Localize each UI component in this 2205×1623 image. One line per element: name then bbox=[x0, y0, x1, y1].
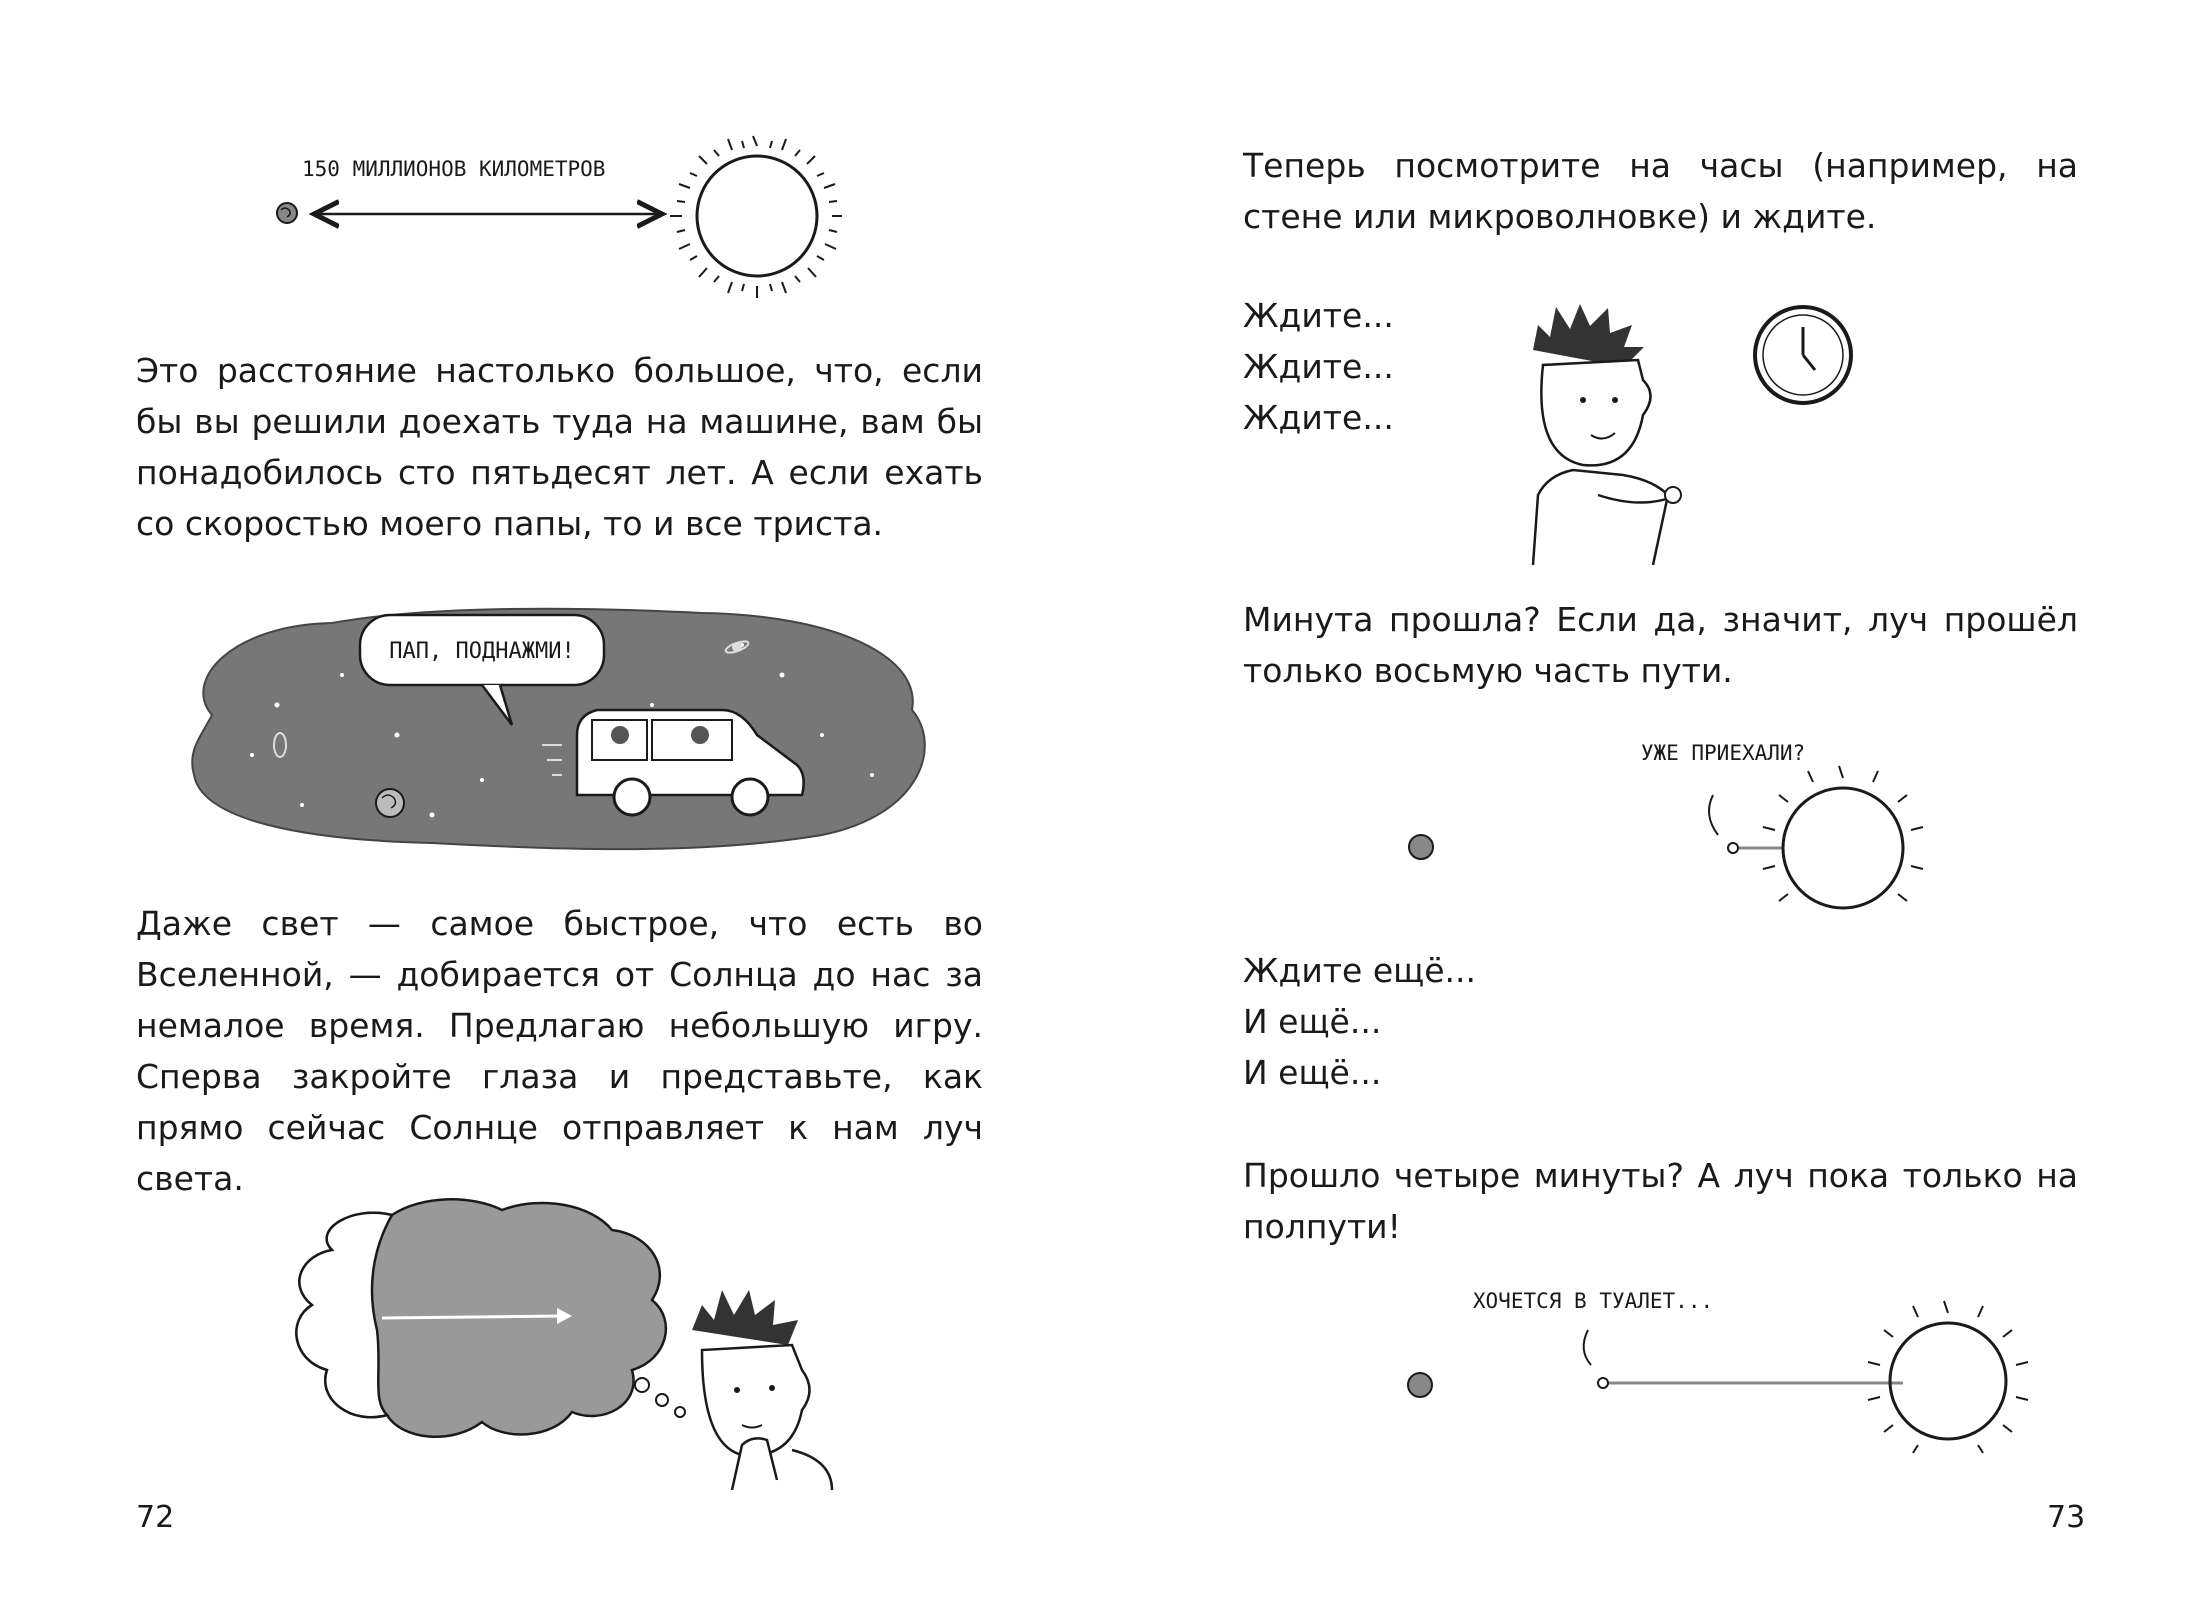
page-number-right: 73 bbox=[2047, 1500, 2086, 1535]
ray-caption-2: ХОЧЕТСЯ В ТУАЛЕТ... bbox=[1472, 1289, 1714, 1313]
sun-icon bbox=[1763, 766, 1923, 910]
boy-waiting-illustration bbox=[1503, 295, 1863, 565]
earth-icon bbox=[277, 203, 297, 223]
ray-caption-1: УЖЕ ПРИЕХАЛИ? bbox=[1640, 741, 1806, 765]
paragraph-minute-passed: Минута прошла? Если да, значит, луч прошёл только восьмую часть пути. bbox=[1243, 600, 2078, 690]
earth-icon bbox=[1408, 1373, 1432, 1397]
speech-bubble-text: ПАП, ПОДНАЖМИ! bbox=[389, 639, 575, 664]
ray-one-eighth-illustration bbox=[1393, 720, 2073, 910]
sun-icon bbox=[670, 136, 842, 298]
clock-icon bbox=[1755, 307, 1851, 403]
car-in-space-illustration bbox=[182, 585, 942, 875]
wait-lines bbox=[1243, 290, 1543, 443]
wait-more-line: И ещё... bbox=[1243, 1053, 1382, 1092]
earth-icon bbox=[376, 789, 404, 817]
wait-line: Ждите... bbox=[1243, 296, 1394, 335]
wait-line: Ждите... bbox=[1243, 347, 1394, 386]
ray-halfway-illustration bbox=[1383, 1265, 2073, 1465]
paragraph-four-minutes: Прошло четыре минуты? А луч пока только на полпути! bbox=[1243, 1156, 2078, 1246]
wait-more-lines bbox=[1243, 945, 1643, 1098]
distance-label: 150 МИЛЛИОНОВ КИЛОМЕТРОВ bbox=[302, 157, 606, 181]
wait-more-line: Ждите ещё... bbox=[1243, 951, 1476, 990]
boy-icon bbox=[692, 1290, 832, 1490]
boy-icon bbox=[1533, 304, 1681, 565]
page-number-left: 72 bbox=[136, 1500, 175, 1535]
wait-line: Ждите... bbox=[1243, 398, 1394, 437]
right-page bbox=[1103, 0, 2205, 1623]
earth-sun-distance-illustration bbox=[262, 128, 842, 308]
earth-icon bbox=[1409, 835, 1433, 859]
paragraph-light: Даже свет — самое быстрое, что есть во Вселенной, — добирается от Солнца до нас за немалое время. Предлагаю небольшую игру. Сперва закройте глаза и представьте, как прямо сейчас Солнце отправляет к нам луч света. bbox=[136, 904, 983, 1198]
boy-thinking-illustration bbox=[272, 1190, 852, 1490]
wait-more-line: И ещё... bbox=[1243, 1002, 1382, 1041]
left-page bbox=[0, 0, 1102, 1623]
sun-icon bbox=[1868, 1301, 2028, 1453]
paragraph-watch-clock: Теперь посмотрите на часы (например, на стене или микроволновке) и ждите. bbox=[1243, 146, 2078, 236]
paragraph-distance: Это расстояние настолько большое, что, если бы вы решили доехать туда на машине, вам бы понадобилось сто пятьдесят лет. А если ехать со скоростью моего папы, то и все триста. bbox=[136, 351, 983, 543]
